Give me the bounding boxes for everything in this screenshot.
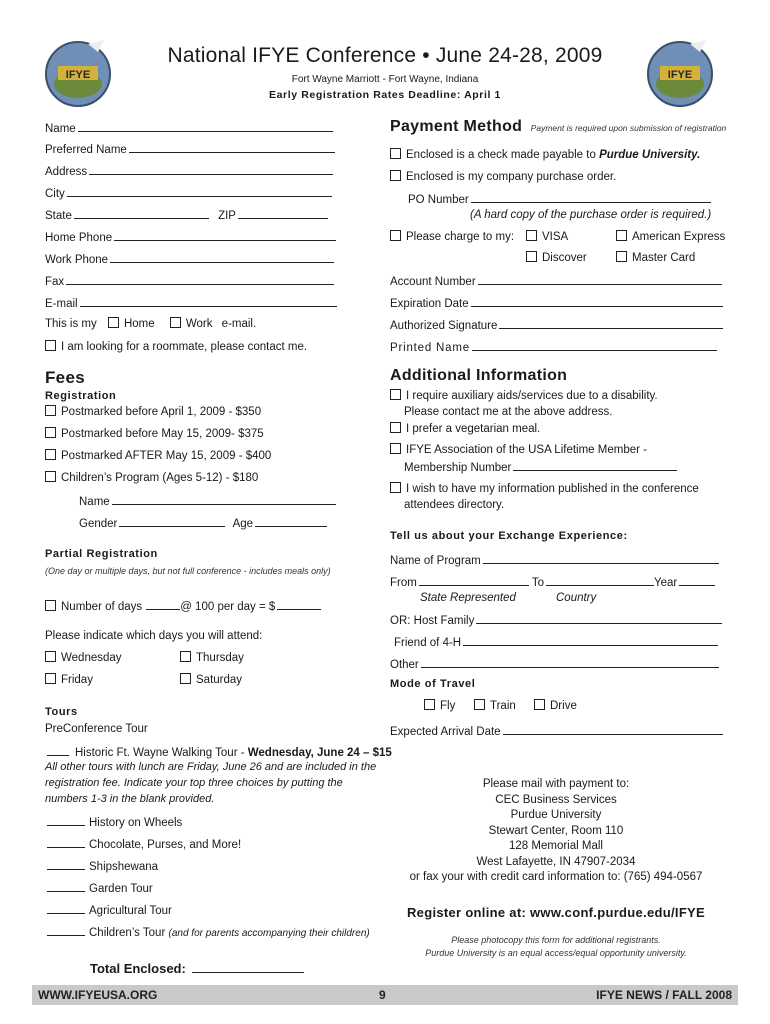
fees-heading: Fees <box>45 368 85 387</box>
child-name-field[interactable]: Name <box>79 493 336 509</box>
fee-checkbox[interactable] <box>45 427 56 438</box>
svg-text:IFYE: IFYE <box>667 69 693 81</box>
amex-option[interactable]: American Express <box>616 230 725 244</box>
city-field[interactable]: City <box>45 185 332 201</box>
child-gender-age-field[interactable]: Gender Age <box>79 515 327 531</box>
tour-item[interactable]: Chocolate, Purses, and More! <box>45 836 241 852</box>
publish-option[interactable]: I wish to have my information published in the conference <box>390 482 699 496</box>
mastercard-checkbox[interactable] <box>616 251 627 262</box>
fee-checkbox[interactable] <box>45 449 56 460</box>
day-checkbox[interactable] <box>45 673 56 684</box>
mastercard-option[interactable]: Master Card <box>616 251 695 265</box>
po-note: (A hard copy of the purchase order is required.) <box>470 209 712 221</box>
visa-checkbox[interactable] <box>526 230 537 241</box>
address-field[interactable]: Address <box>45 163 333 179</box>
day-option[interactable]: Wednesday <box>45 651 122 665</box>
photocopy-note: Please photocopy this form for additional registrants. <box>451 935 661 945</box>
footer-url[interactable]: WWW.IFYEUSA.ORG <box>38 988 158 1002</box>
day-checkbox[interactable] <box>180 673 191 684</box>
train-option[interactable]: Train <box>474 699 516 713</box>
po-number-field[interactable]: PO Number <box>408 191 711 207</box>
partial-note: (One day or multiple days, but not full conference - includes meals only) <box>45 566 331 576</box>
visa-option[interactable]: VISA <box>526 230 568 244</box>
days-field[interactable]: Number of days @ 100 per day = $ <box>45 598 321 614</box>
tour-item[interactable]: Agricultural Tour <box>45 902 172 918</box>
other-field[interactable]: Other <box>390 656 719 672</box>
arrival-date-field[interactable]: Expected Arrival Date <box>390 723 723 739</box>
train-checkbox[interactable] <box>474 699 485 710</box>
lifetime-option[interactable]: IFYE Association of the USA Lifetime Member - <box>390 443 647 457</box>
discover-option[interactable]: Discover <box>526 251 587 265</box>
fax-field[interactable]: Fax <box>45 273 334 289</box>
publish-note: attendees directory. <box>404 499 505 511</box>
membership-field[interactable]: Membership Number <box>404 459 677 475</box>
exchange-heading: Tell us about your Exchange Experience: <box>390 530 628 542</box>
host-family-field[interactable]: OR: Host Family <box>390 612 722 628</box>
home-checkbox[interactable] <box>108 317 119 328</box>
partial-heading: Partial Registration <box>45 548 158 560</box>
register-online[interactable]: Register online at: www.conf.purdue.edu/IFYE <box>406 905 706 920</box>
which-days-label: Please indicate which days you will attend: <box>45 630 263 642</box>
page-title: National IFYE Conference • June 24-28, 2009 <box>167 44 603 67</box>
footer-bar <box>32 985 738 1005</box>
drive-checkbox[interactable] <box>534 699 545 710</box>
amex-checkbox[interactable] <box>616 230 627 241</box>
discover-checkbox[interactable] <box>526 251 537 262</box>
fly-option[interactable]: Fly <box>424 699 455 713</box>
email-type: This is my Home Work e-mail. <box>45 318 257 330</box>
lifetime-checkbox[interactable] <box>390 443 401 454</box>
po-checkbox[interactable] <box>390 170 401 181</box>
total-enclosed-field[interactable]: Total Enclosed: <box>90 961 304 977</box>
work-phone-field[interactable]: Work Phone <box>45 251 334 267</box>
account-number-field[interactable]: Account Number <box>390 273 722 289</box>
expiration-field[interactable]: Expiration Date <box>390 295 723 311</box>
footer-issue: IFYE NEWS / FALL 2008 <box>596 988 732 1002</box>
check-option[interactable]: Enclosed is a check made payable to Purdue University. <box>390 148 700 162</box>
day-option[interactable]: Thursday <box>180 651 244 665</box>
additional-heading: Additional Information <box>390 367 568 384</box>
preconference-label: PreConference Tour <box>45 723 148 735</box>
disability-option[interactable]: I require auxiliary aids/services due to a disability. <box>390 389 658 403</box>
days-checkbox[interactable] <box>45 600 56 611</box>
disability-note: Please contact me at the above address. <box>404 406 613 418</box>
fly-checkbox[interactable] <box>424 699 435 710</box>
fee-option[interactable]: Postmarked AFTER May 15, 2009 - $400 <box>45 449 271 463</box>
charge-checkbox[interactable] <box>390 230 401 241</box>
state-represented-label: State Represented <box>420 592 516 604</box>
preferred-name-field[interactable]: Preferred Name <box>45 141 335 157</box>
tour-item[interactable]: History on Wheels <box>45 814 182 830</box>
charge-option[interactable]: Please charge to my: <box>390 230 514 244</box>
day-option[interactable]: Friday <box>45 673 93 687</box>
deadline: Early Registration Rates Deadline: April 1 <box>269 89 501 101</box>
name-field[interactable]: Name <box>45 120 333 136</box>
disability-checkbox[interactable] <box>390 389 401 400</box>
fee-option[interactable]: Postmarked before May 15, 2009- $375 <box>45 427 264 441</box>
walking-tour[interactable]: Historic Ft. Wayne Walking Tour - Wednesday, June 24 – $15 <box>45 744 392 760</box>
tours-heading: Tours <box>45 706 78 718</box>
payment-heading-row: Payment Method Payment is required upon submission of registration <box>390 118 727 135</box>
check-checkbox[interactable] <box>390 148 401 159</box>
tour-item[interactable]: Shipshewana <box>45 858 158 874</box>
fee-option[interactable]: Children’s Program (Ages 5-12) - $180 <box>45 471 258 485</box>
fee-option[interactable]: Postmarked before April 1, 2009 - $350 <box>45 405 261 419</box>
svg-text:IFYE: IFYE <box>65 69 91 81</box>
fee-checkbox[interactable] <box>45 405 56 416</box>
roommate-option[interactable]: I am looking for a roommate, please contact me. <box>45 340 307 354</box>
page-number: 9 <box>379 988 386 1002</box>
vegetarian-option[interactable]: I prefer a vegetarian meal. <box>390 422 540 436</box>
work-checkbox[interactable] <box>170 317 181 328</box>
state-zip-field[interactable]: State ZIP <box>45 207 328 223</box>
country-label: Country <box>556 592 597 604</box>
travel-heading: Mode of Travel <box>390 678 476 690</box>
friend-field[interactable]: Friend of 4-H <box>394 634 718 650</box>
from-to-year-field[interactable]: From To Year <box>390 574 715 590</box>
printed-name-field[interactable]: Printed Name <box>390 339 717 355</box>
po-option[interactable]: Enclosed is my company purchase order. <box>390 170 616 184</box>
roommate-checkbox[interactable] <box>45 340 56 351</box>
day-checkbox[interactable] <box>45 651 56 662</box>
mail-address: Please mail with payment to: CEC Business Services Purdue University Stewart Center, Room 110 128 Memorial Mall West Lafayette, IN 47907-2034 or fax your with credit card information to: (765) 494-0567 <box>409 778 703 883</box>
day-checkbox[interactable] <box>180 651 191 662</box>
location: Fort Wayne Marriott - Fort Wayne, Indiana <box>291 74 479 85</box>
eeo-note: Purdue University is an equal access/equal opportunity university. <box>425 948 687 958</box>
registration-heading: Registration <box>45 390 117 402</box>
drive-option[interactable]: Drive <box>534 699 577 713</box>
tour-item[interactable]: Garden Tour <box>45 880 153 896</box>
tour-item[interactable]: Children’s Tour (and for parents accompanying their children) <box>45 924 370 941</box>
home-phone-field[interactable]: Home Phone <box>45 229 336 245</box>
vegetarian-checkbox[interactable] <box>390 422 401 433</box>
program-field[interactable]: Name of Program <box>390 552 719 568</box>
day-option[interactable]: Saturday <box>180 673 242 687</box>
email-field[interactable]: E-mail <box>45 295 337 311</box>
signature-field[interactable]: Authorized Signature <box>390 317 723 333</box>
fee-checkbox[interactable] <box>45 471 56 482</box>
tours-note: All other tours with lunch are Friday, June 26 and are included in the registration fee. Indicate your top three choices by putting the numbers 1-3 in the blank provided. <box>45 761 377 805</box>
publish-checkbox[interactable] <box>390 482 401 493</box>
